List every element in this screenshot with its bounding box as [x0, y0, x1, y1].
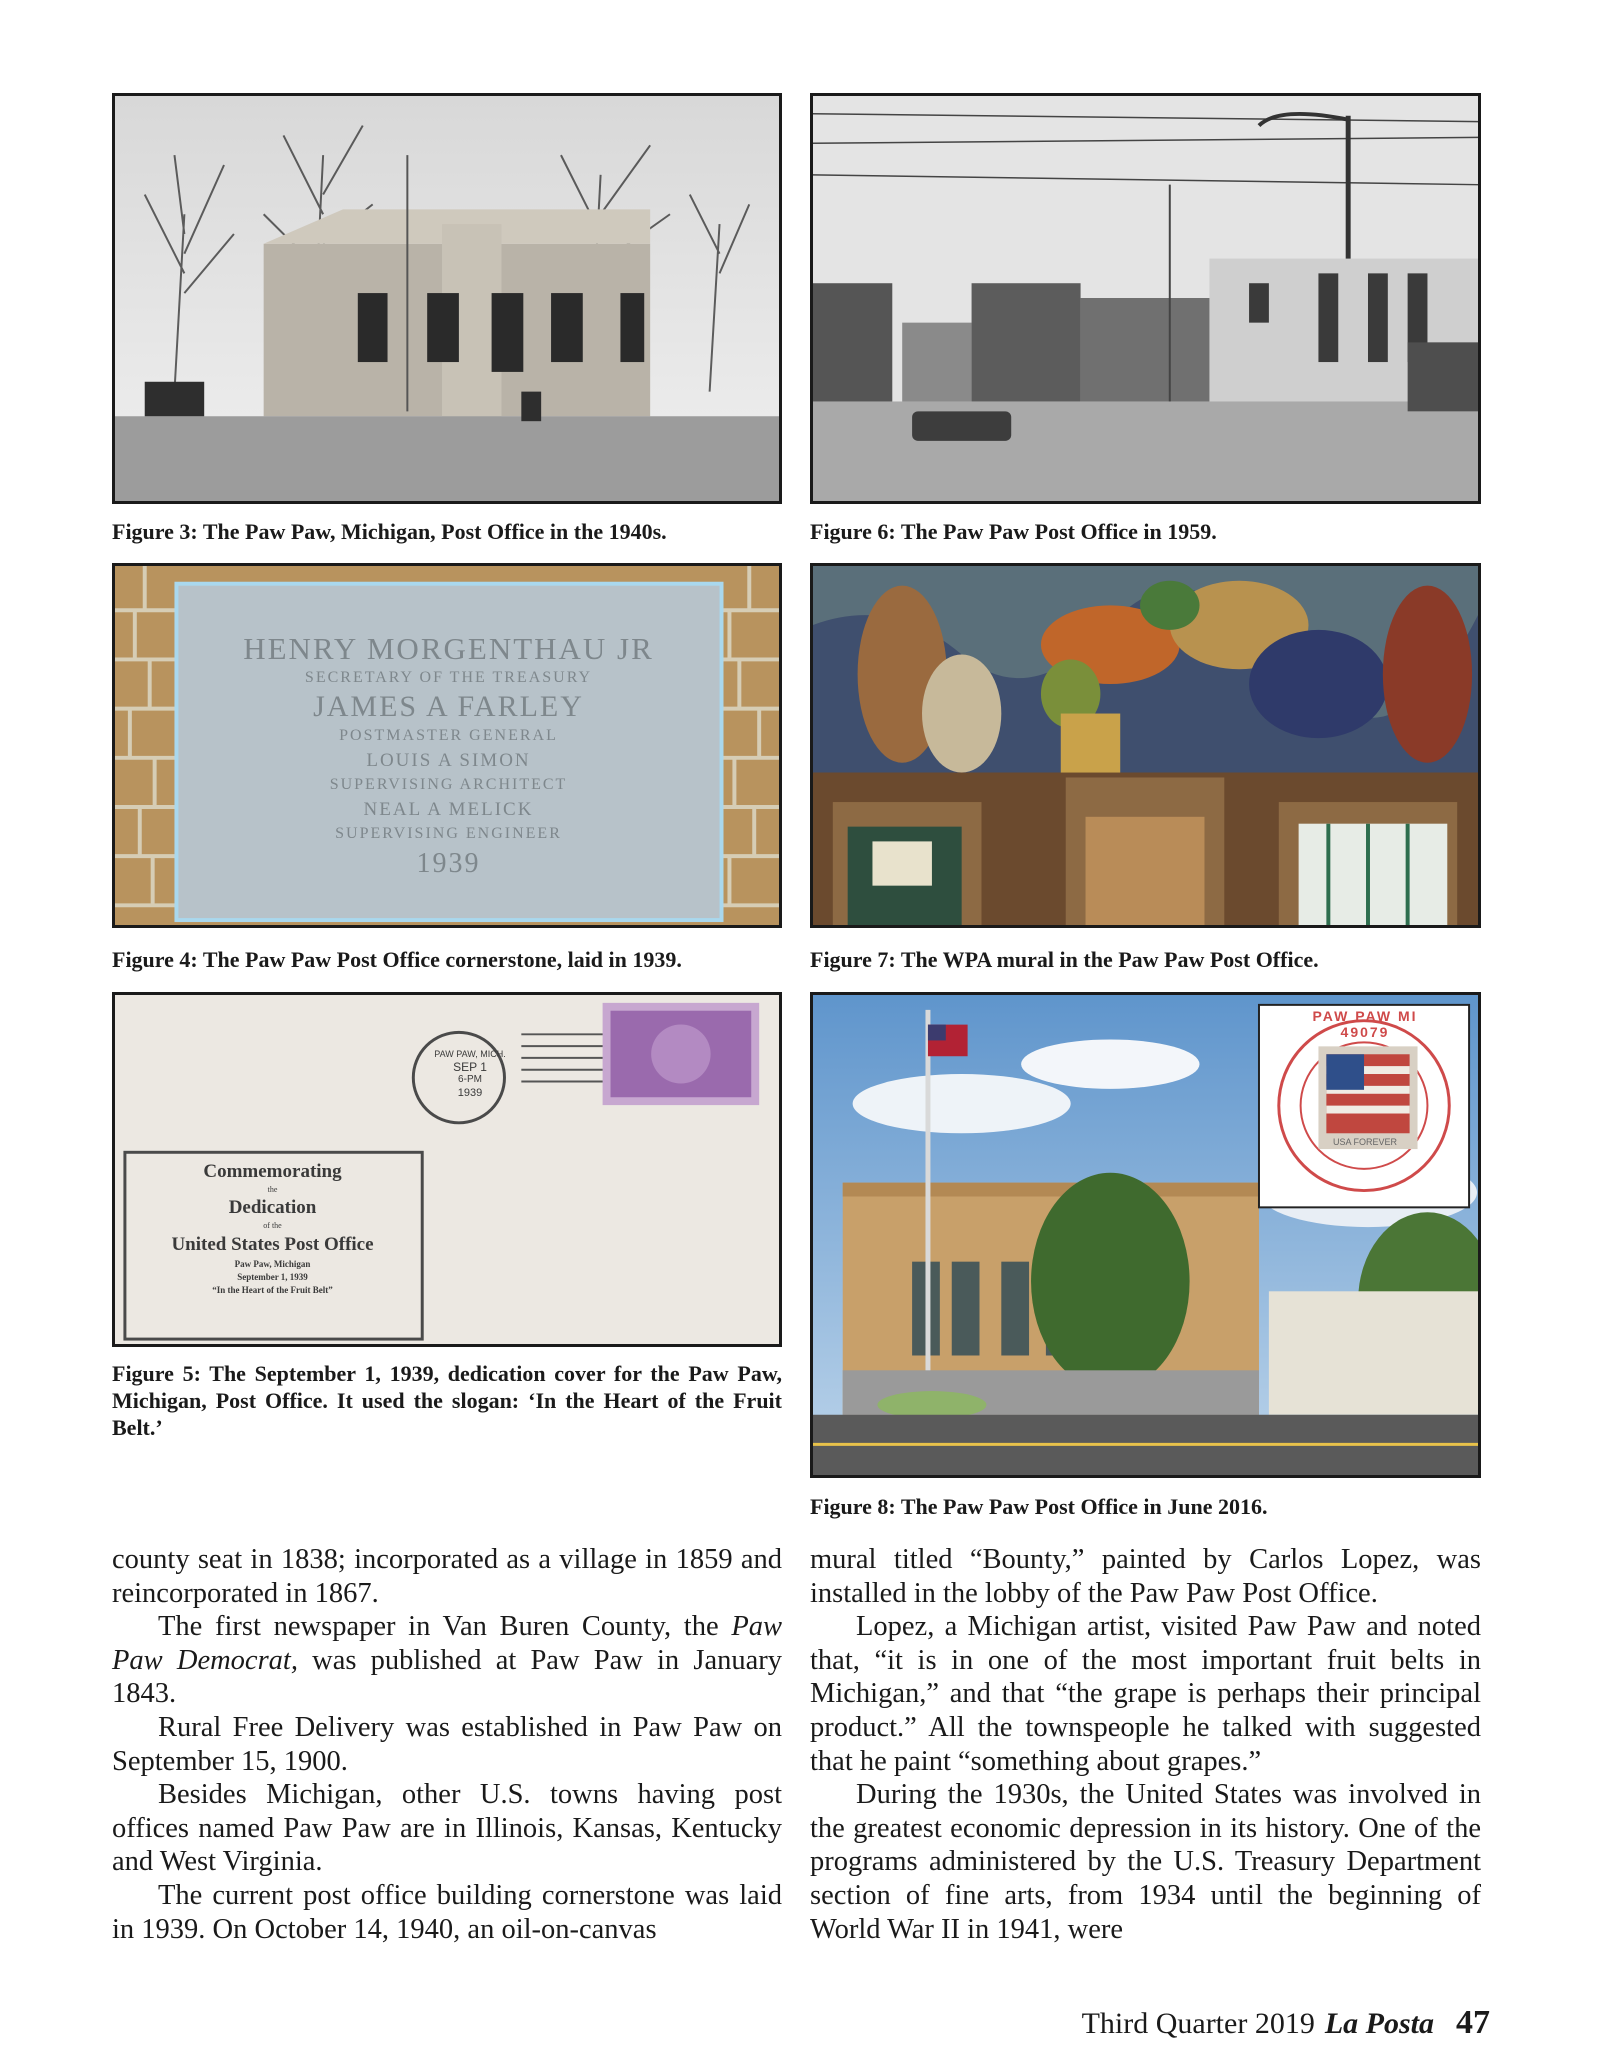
- paragraph: During the 1930s, the United States was involved in the greatest economic depression in its history. One of the programs administered by the U.S. Treasury Department section of fine arts, from 1934 until the beginning of World War II in 1941, were: [810, 1779, 1481, 1945]
- text-run: was published at Paw Paw in January 1843.: [112, 1644, 783, 1710]
- paragraph: Rural Free Delivery was established in Paw Paw on September 15, 1900.: [112, 1711, 782, 1777]
- issue-label: Third Quarter 2019: [1081, 2007, 1315, 2040]
- cornerstone-line: LOUIS A SIMON: [366, 750, 531, 771]
- cachet-line: “In the Heart of the Fruit Belt”: [212, 1285, 333, 1295]
- cornerstone-line: NEAL A MELICK: [363, 799, 534, 820]
- cachet-line: Paw Paw, Michigan: [234, 1259, 311, 1269]
- figure-3-caption: Figure 3: The Paw Paw, Michigan, Post Office in the 1940s.: [112, 519, 667, 544]
- page-footer: [1000, 2004, 1490, 2042]
- newspaper-title: Paw Paw Democrat,: [112, 1611, 782, 1676]
- article-left-column: [112, 1543, 782, 1946]
- paragraph: county seat in 1838; incorporated as a village in 1859 and reincorporated in 1867.: [112, 1544, 782, 1609]
- cornerstone-line: SUPERVISING ENGINEER: [335, 825, 562, 842]
- cornerstone-line: JAMES A FARLEY: [313, 690, 584, 723]
- cachet-line: United States Post Office: [171, 1234, 374, 1255]
- cornerstone-line: SECRETARY OF THE TREASURY: [304, 669, 593, 686]
- paragraph: [112, 1610, 782, 1711]
- page-number: 47: [1456, 2004, 1490, 2041]
- magazine-name: La Posta: [1324, 2007, 1434, 2040]
- cover-cachet: [125, 1160, 420, 1297]
- cachet-line: the: [267, 1185, 278, 1194]
- figure-6-photo: [810, 93, 1481, 504]
- figure-8-caption: Figure 8: The Paw Paw Post Office in June 2016.: [810, 1494, 1268, 1519]
- figure-5-caption: Figure 5: The September 1, 1939, dedication cover for the Paw Paw, Michigan, Post Office. It used the slogan: ‘In the Heart of the Fruit Belt.’: [112, 1361, 782, 1440]
- cornerstone-line: HENRY MORGENTHAU JR: [243, 631, 654, 666]
- figure-4-caption: Figure 4: The Paw Paw Post Office cornerstone, laid in 1939.: [112, 947, 682, 972]
- cachet-line: September 1, 1939: [237, 1272, 308, 1282]
- postmark-year: 1939: [457, 1087, 483, 1099]
- figure-7-caption: Figure 7: The WPA mural in the Paw Paw Post Office.: [810, 947, 1319, 972]
- paragraph: Besides Michigan, other U.S. towns having post offices named Paw Paw are in Illinois, Kansas, Kentucky and West Virginia.: [112, 1779, 782, 1878]
- postmark-date: SEP 1: [453, 1060, 487, 1074]
- postmark-time: 6-PM: [458, 1074, 482, 1085]
- cornerstone-line: 1939: [416, 848, 481, 879]
- paragraph: mural titled “Bounty,” painted by Carlos Lopez, was installed in the lobby of the Paw Paw Post Office.: [810, 1544, 1481, 1609]
- postmark-town: PAW PAW, MICH.: [434, 1049, 506, 1059]
- cover-postmark: [411, 1048, 529, 1100]
- cachet-line: Dedication: [228, 1197, 317, 1218]
- figure-3-photo: [112, 93, 782, 504]
- figure-7-photo: [810, 563, 1481, 928]
- cornerstone-line: SUPERVISING ARCHITECT: [329, 776, 568, 793]
- figure-8-photo: [810, 992, 1481, 1478]
- cachet-line: of the: [263, 1221, 282, 1230]
- inset-stamp-text: USA FOREVER: [1332, 1137, 1397, 1147]
- paragraph: The current post office building cornerstone was laid in 1939. On October 14, 1940, an oil-on-canvas: [112, 1879, 782, 1945]
- figure-6-caption: Figure 6: The Paw Paw Post Office in 1959.: [810, 519, 1217, 544]
- paragraph: Lopez, a Michigan artist, visited Paw Paw and noted that, “it is in one of the most important fruit belts in Michigan,” and that “the grape is perhaps their principal product.” All the townspeople he talked with suggested that he paint “something about grapes.”: [810, 1611, 1481, 1777]
- cornerstone-inscription: [176, 632, 721, 882]
- cachet-line: Commemorating: [203, 1161, 342, 1182]
- article-right-column: [810, 1543, 1481, 1946]
- inset-postmark-text: PAW PAW MI 49079: [1312, 1008, 1418, 1040]
- cornerstone-line: POSTMASTER GENERAL: [339, 727, 558, 744]
- text-run: The first newspaper in Van Buren County, the: [158, 1611, 732, 1643]
